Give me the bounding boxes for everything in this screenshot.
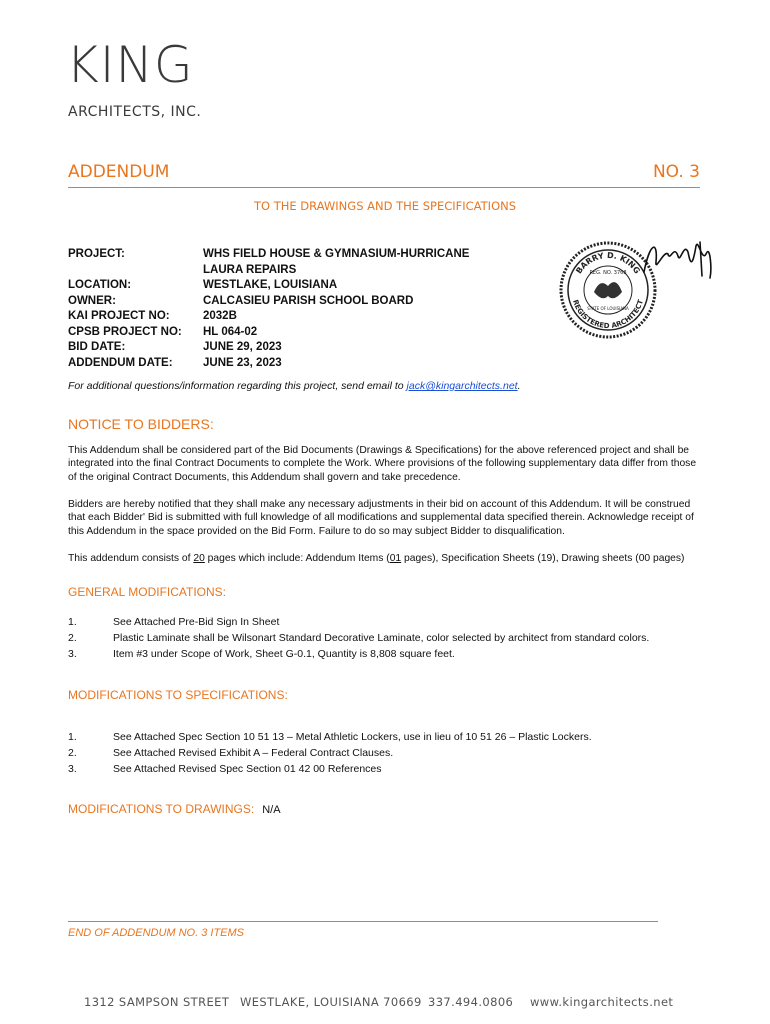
list-text: See Attached Revised Spec Section 01 42 00 References bbox=[113, 762, 382, 775]
list-text: See Attached Revised Exhibit A – Federal Contract Clauses. bbox=[113, 746, 394, 759]
addendum-date-label: ADDENDUM DATE: bbox=[68, 356, 173, 369]
general-modifications-heading: GENERAL MODIFICATIONS: bbox=[68, 585, 227, 599]
project-info bbox=[68, 247, 473, 371]
spec-modifications-heading: MODIFICATIONS TO SPECIFICATIONS: bbox=[68, 688, 288, 702]
company-logo-subtitle: ARCHITECTS, INC. bbox=[68, 104, 202, 120]
project-info-row bbox=[68, 325, 473, 341]
project-label: PROJECT: bbox=[68, 248, 125, 260]
list-text: See Attached Spec Section 10 51 13 – Metal Athletic Lockers, use in lieu of 10 51 26 – Plastic Lockers. bbox=[113, 731, 592, 743]
end-divider bbox=[68, 921, 658, 922]
contact-suffix: . bbox=[517, 380, 521, 392]
addendum-items-count: 01 bbox=[389, 553, 402, 564]
list-number: 1. bbox=[68, 616, 77, 628]
kai-project-label: KAI PROJECT NO: bbox=[68, 310, 170, 322]
seal-name-text: BARRY D. KING bbox=[574, 250, 642, 276]
owner-value: CALCASIEU PARISH SCHOOL BOARD bbox=[203, 294, 414, 307]
list-number: 3. bbox=[68, 762, 77, 775]
bid-date-label: BID DATE: bbox=[68, 341, 126, 353]
contact-line bbox=[68, 380, 521, 392]
title-divider bbox=[68, 187, 700, 188]
spec-modifications-list bbox=[68, 730, 592, 777]
location-label: LOCATION: bbox=[68, 279, 132, 291]
owner-label: OWNER: bbox=[68, 294, 116, 307]
list-item bbox=[68, 762, 592, 778]
pages-text-b: pages which include: Addendum Items ( bbox=[204, 553, 390, 564]
company-logo: KING bbox=[66, 36, 194, 94]
project-info-row bbox=[68, 278, 473, 294]
list-item bbox=[68, 730, 592, 746]
list-item bbox=[68, 615, 649, 631]
cpsb-project-value: HL 064-02 bbox=[203, 325, 258, 338]
list-item bbox=[68, 746, 592, 762]
seal-caption-text: REGISTERED ARCHITECT bbox=[571, 298, 645, 331]
architect-signature bbox=[640, 232, 720, 282]
notice-paragraph-2: Bidders are hereby notified that they shall make any necessary adjustments in their bid on account of this Addendum. It will be construed that each Bidder' Bid is submitted with full knowledge of all modifications and supplemental data specified therein. Acknowledge receipt of this Addendum in the space provided on the Bid Form. Failure to do so may subject Bidder to disqualification. bbox=[68, 499, 694, 537]
general-modifications-list bbox=[68, 615, 649, 662]
list-text: See Attached Pre-Bid Sign In Sheet bbox=[113, 616, 280, 628]
drawing-modifications-value: N/A bbox=[262, 804, 281, 816]
project-info-row bbox=[68, 294, 473, 310]
footer-phone: 337.494.0806 bbox=[428, 995, 514, 1009]
notice-heading: NOTICE TO BIDDERS: bbox=[68, 416, 214, 432]
bid-date-value: JUNE 29, 2023 bbox=[203, 341, 282, 353]
list-number: 1. bbox=[68, 731, 77, 743]
notice-paragraph-1: This Addendum shall be considered part of the Bid Documents (Drawings & Specifications) for the above referenced project and shall be integrated into the final Contract Documents to complete the Work. Where provisions of the following supplementary data differ from those of the original Contract Documents, this Addendum shall govern and take precedence. bbox=[68, 445, 697, 483]
contact-prefix: For additional questions/information regarding this project, send email to bbox=[68, 380, 407, 392]
addendum-title: ADDENDUM bbox=[68, 162, 170, 182]
list-item bbox=[68, 647, 649, 663]
pages-text-c: pages), Specification Sheets (19), Drawing sheets (00 pages) bbox=[401, 553, 685, 564]
project-value: WHS FIELD HOUSE & GYMNASIUM-HURRICANE LAURA REPAIRS bbox=[203, 248, 470, 276]
list-number: 3. bbox=[68, 647, 77, 660]
list-item bbox=[68, 631, 649, 647]
pages-count: 20 bbox=[193, 553, 205, 564]
kai-project-value: 2032B bbox=[203, 310, 237, 322]
addendum-date-value: JUNE 23, 2023 bbox=[203, 356, 282, 369]
footer-website-link[interactable]: www.kingarchitects.net bbox=[530, 995, 674, 1009]
addendum-subtitle: TO THE DRAWINGS AND THE SPECIFICATIONS bbox=[253, 199, 517, 213]
project-info-row bbox=[68, 356, 473, 372]
drawing-modifications bbox=[68, 802, 281, 816]
cpsb-project-label: CPSB PROJECT NO: bbox=[68, 325, 182, 338]
addendum-number: NO. 3 bbox=[652, 162, 700, 182]
seal-state-text: STATE OF LOUISIANA bbox=[587, 306, 629, 311]
end-of-addendum-text: END OF ADDENDUM NO. 3 ITEMS bbox=[68, 927, 245, 939]
project-info-row bbox=[68, 340, 473, 356]
project-info-row bbox=[68, 309, 473, 325]
footer-city: WESTLAKE, LOUISIANA 70669 bbox=[240, 995, 422, 1009]
notice-paragraph-3 bbox=[68, 552, 702, 565]
seal-reg-text: REG. NO. 3768 bbox=[589, 270, 627, 276]
list-number: 2. bbox=[68, 631, 77, 644]
list-text: Item #3 under Scope of Work, Sheet G-0.1, Quantity is 8,808 square feet. bbox=[113, 647, 455, 660]
footer-street: 1312 SAMPSON STREET bbox=[84, 995, 230, 1009]
project-info-row bbox=[68, 247, 473, 278]
location-value: WESTLAKE, LOUISIANA bbox=[203, 279, 338, 291]
drawing-modifications-heading: MODIFICATIONS TO DRAWINGS: bbox=[68, 802, 255, 816]
list-text: Plastic Laminate shall be Wilsonart Standard Decorative Laminate, color selected by architect from standard colors. bbox=[113, 631, 650, 644]
contact-email-link[interactable]: jack@kingarchitects.net bbox=[406, 380, 518, 392]
list-number: 2. bbox=[68, 746, 77, 759]
pages-text-a: This addendum consists of bbox=[68, 553, 194, 564]
